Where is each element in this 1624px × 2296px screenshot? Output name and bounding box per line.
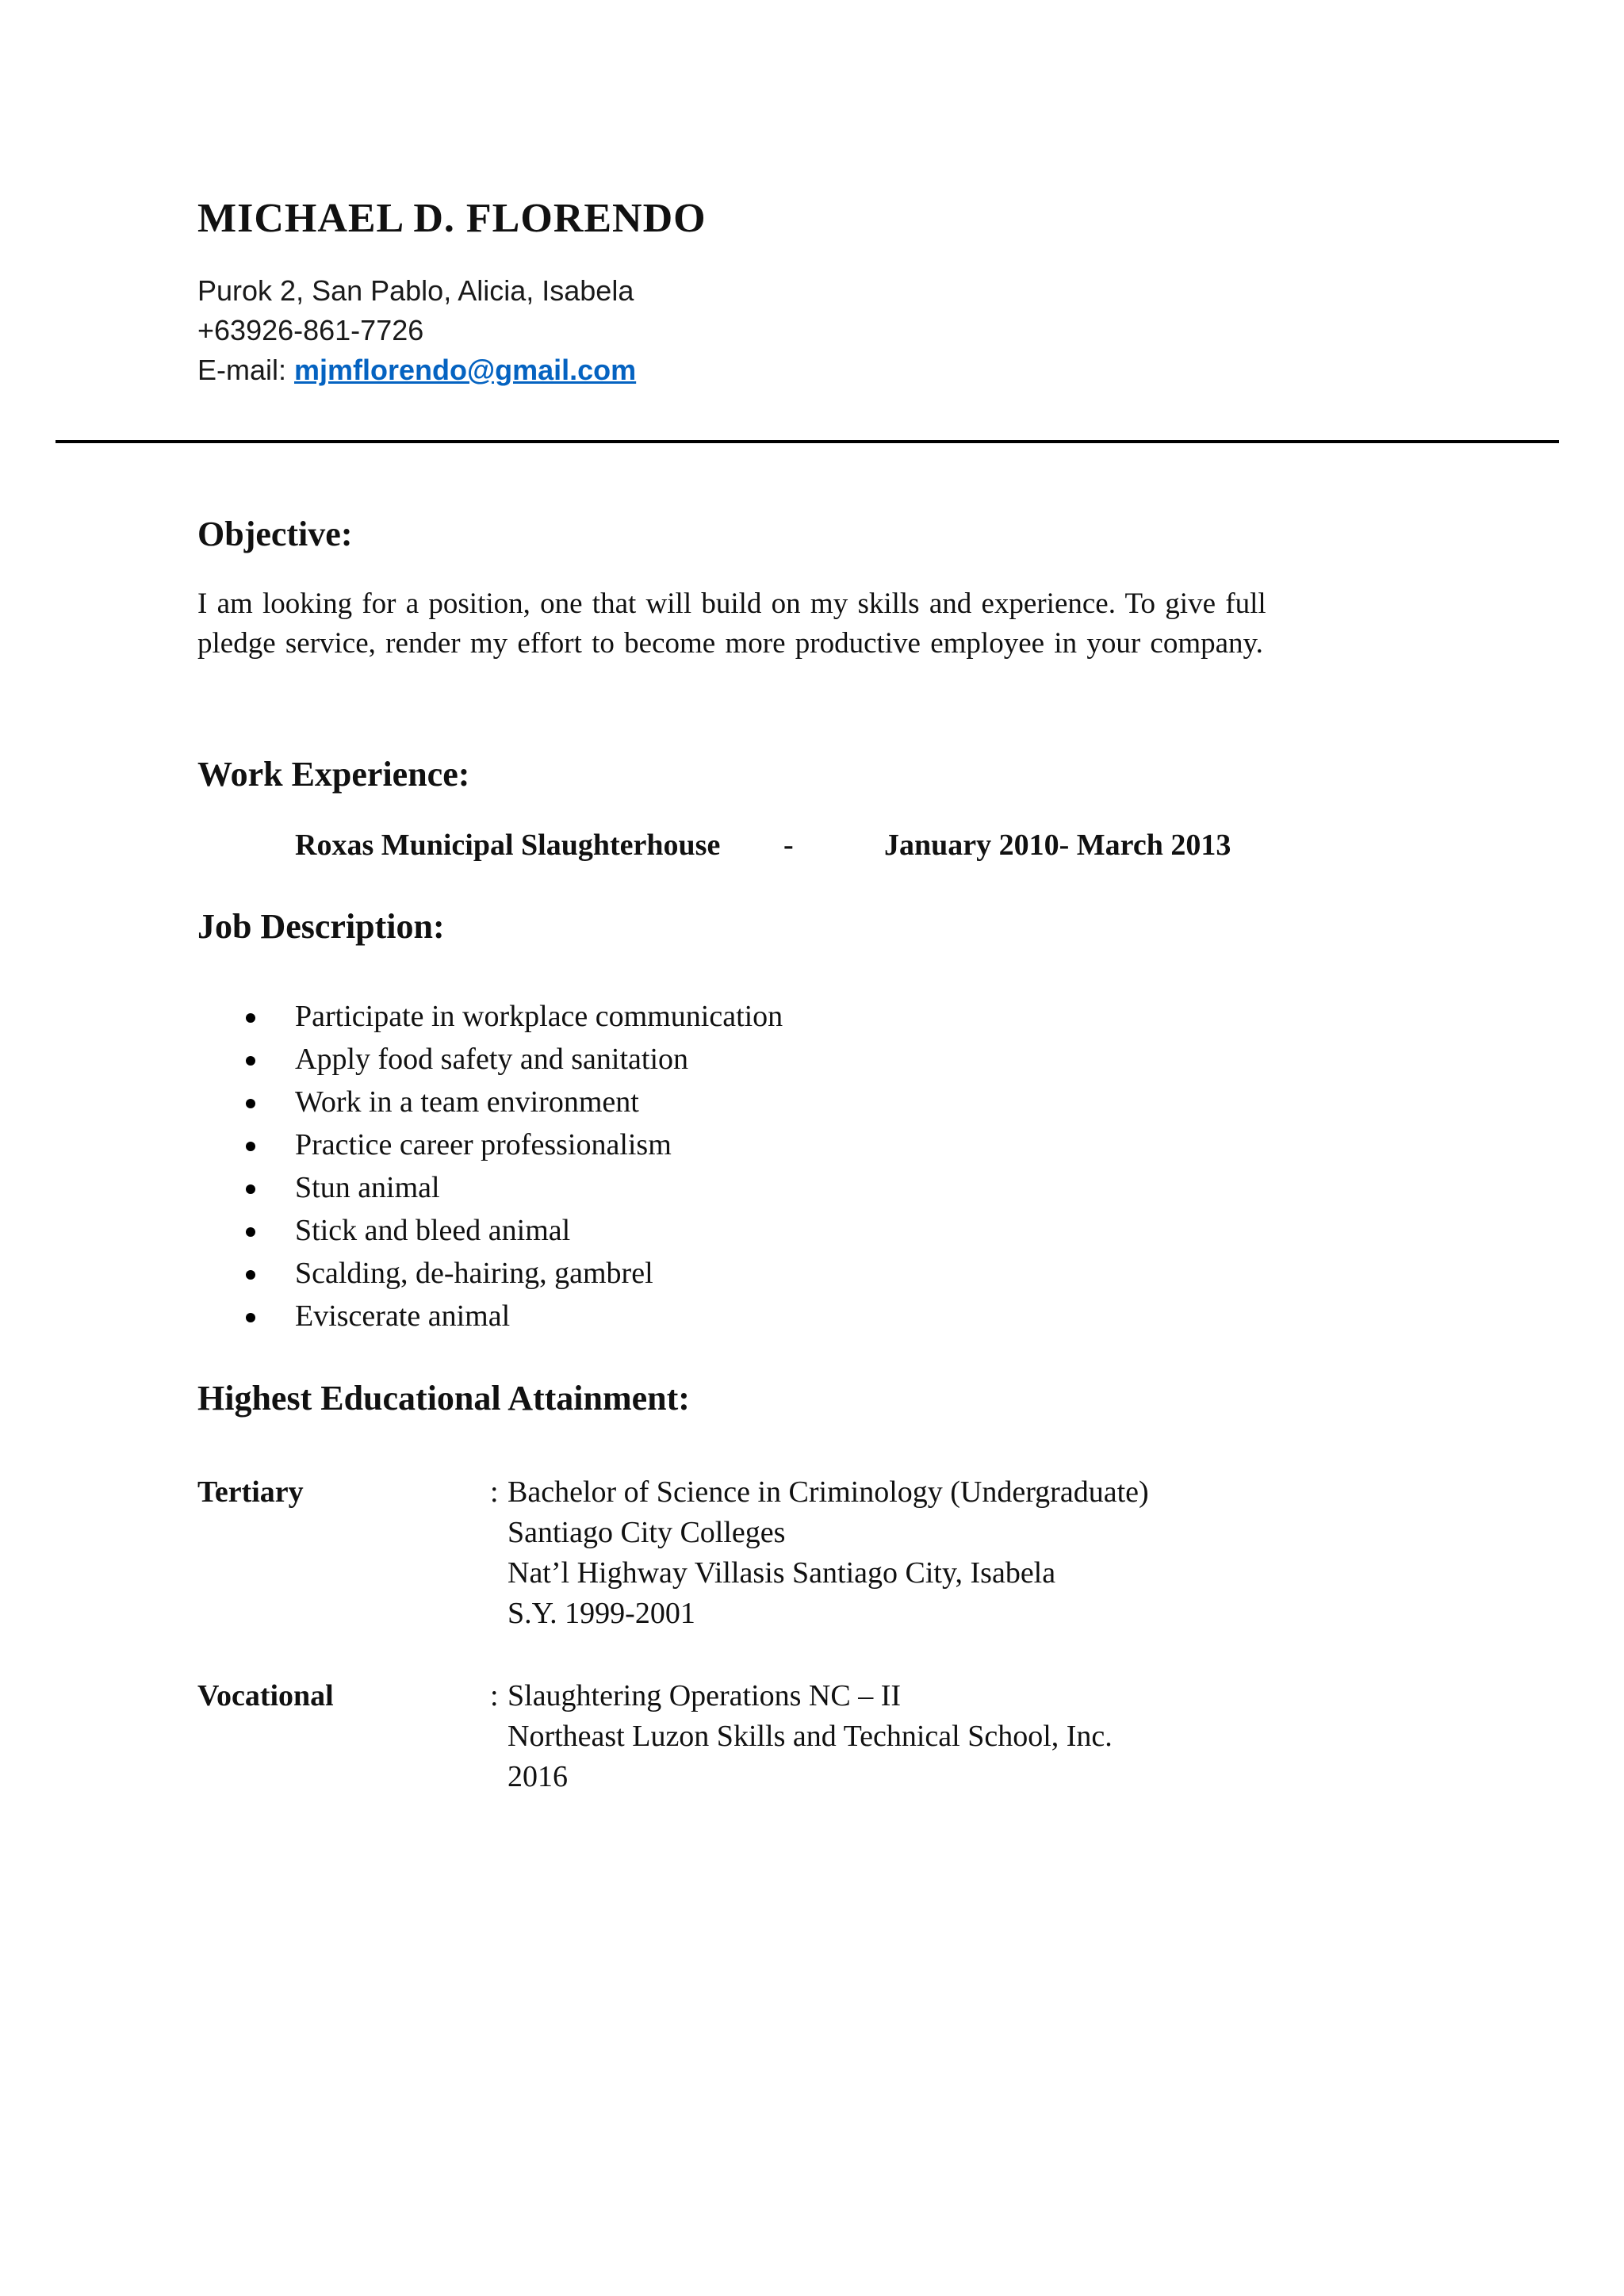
header-divider <box>56 440 1559 443</box>
employment-period: January 2010- March 2013 <box>884 828 1231 862</box>
email-label: E-mail: <box>197 354 295 386</box>
tertiary-degree: Bachelor of Science in Criminology (Undergraduate) <box>508 1475 1149 1509</box>
work-experience-heading: Work Experience: <box>197 755 470 794</box>
bullet-icon <box>246 1270 255 1280</box>
vocational-year: 2016 <box>508 1760 568 1793</box>
bullet-icon <box>246 1184 255 1194</box>
bullet-icon <box>246 1313 255 1322</box>
tertiary-colon: : <box>490 1475 499 1509</box>
tertiary-school-year: S.Y. 1999-2001 <box>508 1597 695 1630</box>
tertiary-school: Santiago City Colleges <box>508 1516 786 1549</box>
bullet-icon <box>246 1013 255 1023</box>
vocational-colon: : <box>490 1679 499 1712</box>
applicant-name: MICHAEL D. FLORENDO <box>197 196 707 241</box>
education-heading: Highest Educational Attainment: <box>197 1379 690 1418</box>
objective-line-2: pledge service, render my effort to become more productive employee in your company. <box>197 627 1263 660</box>
employer-name: Roxas Municipal Slaughterhouse <box>295 828 721 862</box>
tertiary-label: Tertiary <box>197 1475 304 1509</box>
bullet-icon <box>246 1056 255 1066</box>
job-description-heading: Job Description: <box>197 907 445 946</box>
bullet-icon <box>246 1142 255 1151</box>
bullet-icon <box>246 1099 255 1108</box>
email-line <box>197 354 636 387</box>
vocational-label: Vocational <box>197 1679 334 1712</box>
objective-heading: Objective: <box>197 515 353 553</box>
vocational-course: Slaughtering Operations NC – II <box>508 1679 902 1712</box>
objective-line-1: I am looking for a position, one that will build on my skills and experience. To give full <box>197 587 1266 620</box>
tertiary-address: Nat’l Highway Villasis Santiago City, Isabela <box>508 1556 1056 1590</box>
address-text: Purok 2, San Pablo, Alicia, Isabela <box>197 274 634 307</box>
bullet-icon <box>246 1227 255 1237</box>
employer-separator: - <box>783 828 794 862</box>
phone-text: +63926-861-7726 <box>197 314 424 346</box>
vocational-school: Northeast Luzon Skills and Technical School, Inc. <box>508 1720 1113 1753</box>
email-link[interactable]: mjmflorendo@gmail.com <box>294 354 637 386</box>
